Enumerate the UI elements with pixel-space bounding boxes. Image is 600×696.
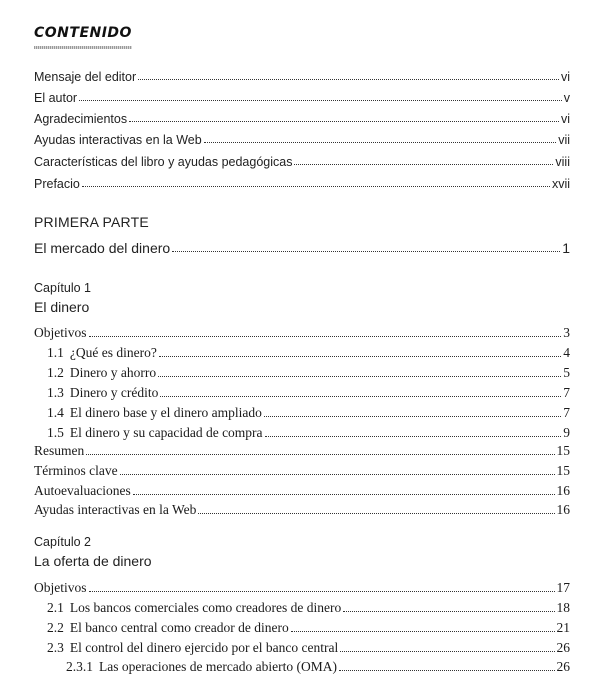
toc-entry-page: viii bbox=[555, 155, 570, 169]
dot-leader bbox=[294, 163, 553, 165]
toc-entry[interactable] bbox=[66, 657, 570, 675]
toc-entry[interactable] bbox=[47, 363, 570, 381]
toc-entry[interactable] bbox=[34, 129, 570, 147]
toc-entry[interactable] bbox=[34, 461, 570, 479]
toc-entry-page: 9 bbox=[563, 425, 570, 440]
toc-entry[interactable] bbox=[47, 403, 570, 421]
dot-leader bbox=[138, 78, 559, 80]
toc-entry-label: El autor bbox=[34, 91, 78, 105]
section-number: 1.2 bbox=[47, 365, 64, 380]
dot-leader bbox=[198, 512, 554, 514]
dot-leader bbox=[79, 99, 562, 101]
dot-leader bbox=[172, 250, 560, 252]
chapter-title: La oferta de dinero bbox=[34, 553, 152, 569]
toc-entry[interactable] bbox=[34, 481, 570, 499]
toc-entry-page: vii bbox=[558, 133, 570, 147]
toc-entry-page: 1 bbox=[562, 240, 570, 256]
toc-entry[interactable] bbox=[34, 108, 570, 126]
toc-entry-label: ¿Qué es dinero? bbox=[69, 345, 157, 360]
toc-entry-page: vi bbox=[560, 70, 570, 84]
toc-entry-label: Objetivos bbox=[34, 325, 87, 340]
toc-entry[interactable] bbox=[34, 173, 570, 191]
toc-entry[interactable] bbox=[34, 66, 570, 84]
dot-leader bbox=[86, 453, 554, 455]
section-number: 2.3 bbox=[47, 640, 64, 655]
dot-leader bbox=[264, 415, 561, 417]
dot-leader bbox=[120, 473, 555, 475]
toc-entry-part[interactable] bbox=[34, 238, 570, 256]
toc-entry-label: El dinero base y el dinero ampliado bbox=[69, 405, 262, 420]
toc-entry-label: El dinero y su capacidad de compra bbox=[69, 425, 263, 440]
toc-entry-page: 21 bbox=[556, 620, 570, 635]
chapter-title: El dinero bbox=[34, 299, 90, 315]
toc-entry-label: Ayudas interactivas en la Web bbox=[34, 133, 202, 147]
dot-leader bbox=[89, 590, 555, 592]
dot-leader bbox=[340, 650, 554, 652]
dot-leader bbox=[133, 493, 555, 495]
toc-entry-page: 15 bbox=[556, 443, 570, 458]
toc-entry-page: 26 bbox=[556, 640, 570, 655]
section-number: 2.1 bbox=[47, 600, 64, 615]
section-number: 2.3.1 bbox=[66, 659, 93, 674]
toc-entry-label: Mensaje del editor bbox=[34, 70, 137, 84]
toc-entry-label: El control del dinero ejercido por el banco central bbox=[69, 640, 339, 655]
dot-leader bbox=[129, 120, 559, 122]
toc-entry[interactable] bbox=[34, 441, 570, 459]
toc-entry-page: v bbox=[563, 91, 570, 105]
toc-entry[interactable] bbox=[34, 151, 570, 169]
toc-entry[interactable] bbox=[47, 383, 570, 401]
toc-entry[interactable] bbox=[34, 87, 570, 105]
toc-entry-label: Dinero y crédito bbox=[69, 385, 159, 400]
toc-entry[interactable] bbox=[34, 323, 570, 341]
toc-entry-page: 3 bbox=[563, 325, 570, 340]
dot-leader bbox=[265, 435, 562, 437]
toc-entry-label: Términos clave bbox=[34, 463, 118, 478]
toc-entry-page: xvii bbox=[551, 177, 570, 191]
toc-entry-page: 7 bbox=[563, 405, 570, 420]
chapter-number: Capítulo 1 bbox=[34, 281, 91, 295]
toc-entry-label: El banco central como creador de dinero bbox=[69, 620, 289, 635]
page-title: CONTENIDO bbox=[34, 25, 132, 41]
section-number: 1.1 bbox=[47, 345, 64, 360]
toc-entry-page: 18 bbox=[556, 600, 570, 615]
title-underline bbox=[34, 46, 132, 49]
section-number: 1.4 bbox=[47, 405, 64, 420]
toc-entry-label: Objetivos bbox=[34, 580, 87, 595]
toc-entry-label: Agradecimientos bbox=[34, 112, 128, 126]
toc-entry[interactable] bbox=[47, 598, 570, 616]
toc-entry-label: El mercado del dinero bbox=[34, 240, 171, 256]
toc-entry[interactable] bbox=[34, 578, 570, 596]
dot-leader bbox=[339, 669, 554, 671]
dot-leader bbox=[158, 375, 561, 377]
dot-leader bbox=[291, 630, 555, 632]
toc-entry-label: Resumen bbox=[34, 443, 85, 458]
toc-entry-label: Los bancos comerciales como creadores de dinero bbox=[69, 600, 342, 615]
dot-leader bbox=[82, 185, 550, 187]
dot-leader bbox=[204, 141, 556, 143]
toc-entry-page: 15 bbox=[556, 463, 570, 478]
toc-entry-label: Dinero y ahorro bbox=[69, 365, 157, 380]
toc-entry-label: Autoevaluaciones bbox=[34, 483, 131, 498]
toc-entry[interactable] bbox=[34, 500, 570, 518]
toc-entry[interactable] bbox=[47, 343, 570, 361]
chapter-number: Capítulo 2 bbox=[34, 535, 91, 549]
toc-entry-page: 16 bbox=[556, 483, 570, 498]
section-number: 1.3 bbox=[47, 385, 64, 400]
part-heading: PRIMERA PARTE bbox=[34, 214, 149, 230]
toc-entry[interactable] bbox=[47, 638, 570, 656]
toc-entry-label: Las operaciones de mercado abierto (OMA) bbox=[99, 659, 338, 674]
toc-entry-page: 17 bbox=[556, 580, 570, 595]
toc-entry-page: 26 bbox=[556, 659, 570, 674]
toc-entry-page: 4 bbox=[563, 345, 570, 360]
toc-entry-label: Prefacio bbox=[34, 177, 80, 191]
dot-leader bbox=[160, 395, 561, 397]
toc-entry-page: 16 bbox=[556, 502, 570, 517]
toc-entry-label: Características del libro y ayudas pedagógicas bbox=[34, 155, 293, 169]
dot-leader bbox=[89, 335, 562, 337]
toc-entry-label: Ayudas interactivas en la Web bbox=[34, 502, 197, 517]
section-number: 1.5 bbox=[47, 425, 64, 440]
toc-entry-page: 5 bbox=[563, 365, 570, 380]
toc-entry[interactable] bbox=[47, 618, 570, 636]
toc-entry[interactable] bbox=[47, 423, 570, 441]
dot-leader bbox=[159, 355, 561, 357]
dot-leader bbox=[343, 610, 554, 612]
toc-entry-page: vi bbox=[560, 112, 570, 126]
section-number: 2.2 bbox=[47, 620, 64, 635]
toc-entry-page: 7 bbox=[563, 385, 570, 400]
